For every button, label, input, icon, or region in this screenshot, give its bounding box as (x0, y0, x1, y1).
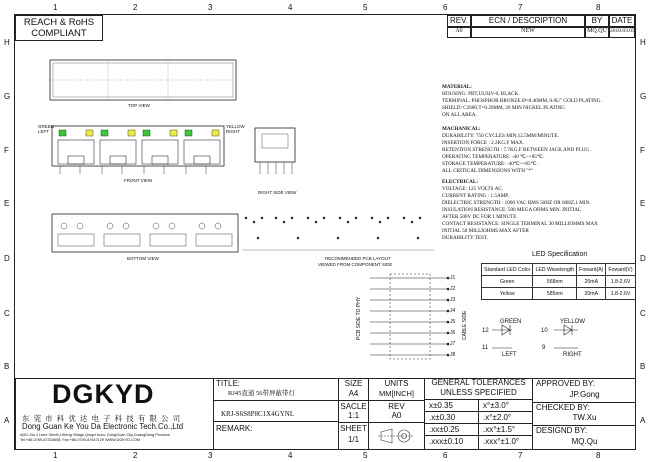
material-title: MATERIAL: (442, 84, 472, 90)
row-letter: E (640, 199, 646, 208)
tolerance-title-2: UNLESS SPECIFIED (440, 388, 517, 397)
col-number: 7 (518, 3, 523, 12)
led-spec-title: LED Specification (532, 251, 588, 258)
row-letter: C (4, 309, 10, 318)
company-name-cn: 东 莞 市 科 优 达 电 子 科 技 有 限 公 司 (22, 414, 182, 423)
size-label: SIZE (344, 379, 363, 388)
col-number: 5 (363, 451, 368, 460)
electrical-line: DURABILITY TEST. (442, 235, 489, 241)
led-cell: 20mA (577, 288, 606, 300)
row-letter: G (4, 92, 11, 101)
electrical-line: CURRENT RATING : 1.5AMP. (442, 193, 509, 199)
pin-label: J4 (450, 308, 456, 314)
pin-label: J1 (450, 275, 456, 281)
top-view-drawing (48, 56, 240, 108)
approved-value: JP.Gong (569, 390, 600, 399)
material-line: TERMINAL: PHOSPHOR BRONZE Ø=0.46MM, 0.6U" GOLD PLATING. (442, 98, 602, 104)
layout-caption-1: RECOMMENDED PCB LAYOUT (325, 256, 391, 261)
yellow-led-label: YELLOW (560, 319, 586, 325)
units-label: UNITS (384, 379, 409, 388)
col-number: 2 (133, 451, 138, 460)
bottom-view-label: BOTTOM VIEW (127, 256, 159, 261)
company-logo: DGKYD (52, 379, 155, 409)
row-letter: A (4, 416, 10, 425)
right-side-view-label: RIGHT SIDE VIEW (258, 190, 297, 195)
pin-9: 9 (542, 345, 546, 351)
pin-label: J3 (450, 297, 456, 303)
scale-value: 1:1 (347, 411, 360, 420)
electrical-title: ELECTRICAL: (442, 179, 479, 185)
mechanical-line: DURABILITY: 750 CYCLES MIN,12.5MM/MINUTE. (442, 133, 559, 139)
company-name-en: Dong Guan Ke You Da Electronic Tech.Co.,Ltd (22, 422, 184, 431)
pcb-layout-drawing (238, 208, 442, 258)
date-value: 2018.03.05 (609, 27, 635, 38)
pin-label: J6 (450, 330, 456, 336)
led-cell: 20mA (577, 276, 606, 288)
pcb-side-label: PCB SIDE TO PHY (356, 296, 362, 340)
led-cell: 568nm (533, 276, 577, 288)
col-number: 5 (363, 3, 368, 12)
right-side-view-drawing (252, 124, 298, 186)
date-header: DATE (609, 15, 635, 27)
cable-side-label: CABLE SIDE (462, 310, 468, 340)
compliance-line-1: REACH & RoHS (23, 17, 95, 28)
rev-value: A0 (447, 27, 471, 38)
col-number: 3 (208, 451, 213, 460)
col-number: 1 (53, 3, 58, 12)
col-number: 8 (596, 451, 601, 460)
electrical-line: AFTER 500V DC FOR 1 MINUTE. (442, 214, 518, 220)
col-number: 6 (443, 3, 448, 12)
mechanical-line: OPERATING TEMPERATURE: -40 ℃~+85℃. (442, 154, 545, 160)
units-value: MM[INCH] (379, 389, 414, 398)
checked-value: TW.Xu (572, 413, 597, 422)
sheet-value: 1/1 (347, 435, 360, 444)
row-letter: G (640, 92, 647, 101)
col-number: 2 (133, 3, 138, 12)
front-view-label: FRONT VIEW (124, 178, 153, 183)
front-view-drawing (50, 122, 226, 178)
electrical-line: INSULATION RESISTANCE: 500 MEGA OHMS MIN. INITIAL (442, 207, 582, 213)
scale-label: SACLE (340, 402, 367, 411)
checked-label: CHECKED BY: (536, 403, 590, 412)
yellow-right-label-2: RIGHT (226, 129, 240, 134)
pin-11: 11 (482, 345, 489, 351)
pin-label: J7 (450, 341, 456, 347)
row-letter: A (640, 416, 646, 425)
company-phone: Tel:+86-0769-87334608; Fax:+86-0769-87647129 WWW.DGKYD.COM (20, 438, 141, 442)
col-number: 7 (518, 451, 523, 460)
electrical-line: VOLTAGE: 125 VOLTS AC. (442, 186, 504, 192)
col-number: 4 (288, 3, 293, 12)
top-view-label: TOP VIEW (128, 103, 150, 108)
approved-label: APPROVED BY: (536, 379, 596, 388)
compliance-box (15, 15, 103, 41)
tolerance-linear: x±0.35 (429, 401, 453, 410)
rev-header: REV. (447, 15, 471, 27)
compliance-line-2: COMPLIANT (31, 28, 87, 39)
led-cell: Green (482, 276, 533, 288)
col-number: 3 (208, 3, 213, 12)
ecn-value: NEW (471, 27, 585, 38)
pin-label: J2 (450, 286, 456, 292)
left-label: LEFT (502, 352, 517, 358)
by-header: BY (585, 15, 609, 27)
row-letter: E (4, 199, 10, 208)
tolerance-linear: .x±0.30 (429, 413, 456, 422)
col-number: 1 (53, 451, 58, 460)
rev-value: A0 (391, 411, 402, 420)
led-cell: Yellow (482, 288, 533, 300)
pin-10: 10 (541, 328, 548, 334)
led-spec-table (481, 263, 636, 300)
part-number: KRJ-S6S8P8C1X4GYNL (221, 410, 295, 418)
material-line: HOUSING: PBT,UL94V-0, BLACK. (442, 91, 520, 97)
tolerance-angular: .xxx°±1.0° (483, 437, 520, 446)
remark-label: REMARK: (216, 424, 253, 433)
tolerance-linear: .xxx±0.10 (429, 437, 464, 446)
row-letter: C (640, 309, 646, 318)
row-letter: D (640, 254, 646, 263)
col-number: 4 (288, 451, 293, 460)
size-value: A4 (348, 389, 359, 398)
right-label: RIGHT (563, 352, 582, 358)
led-cell: 1.8-2.6V (606, 276, 635, 288)
electrical-line: CONTACT RESISTANCE: SINGLE TERMINAL 30 MILLIOHMS MAX (442, 221, 598, 227)
row-letter: B (4, 362, 10, 371)
company-address: ADD.:No.1 Lime Street,LiHeng Village,Qingxi town, DongGuan City,GuangDong Province (20, 433, 171, 437)
tolerance-angular: .x°±2.0° (483, 413, 512, 422)
ecn-header: ECN / DESCRIPTION (471, 15, 585, 27)
led-header: Foward(V) (606, 264, 635, 276)
pin-label: J8 (450, 352, 456, 358)
tolerance-angular: x°±3.0° (483, 401, 509, 410)
title-value: RJ45直通 56带屏蔽带灯 (228, 390, 295, 397)
spec-notes (442, 84, 638, 240)
led-cell: 1.8-2.6V (606, 288, 635, 300)
green-led-label: GREEN (500, 319, 522, 325)
designed-value: MQ.Qu (571, 437, 598, 446)
led-header: LED Wavelength (533, 264, 577, 276)
electrical-line: DIELECTRIC STRENGTH : 1000 VAC RMS 50HZ OR 60HZ,1 MIN. (442, 200, 591, 206)
mechanical-title: MACHANICAL: (442, 126, 481, 132)
led-cell: 585nm (533, 288, 577, 300)
tolerance-angular: .xx°±1.5° (483, 425, 516, 434)
electrical-line: INITIAL 50 MILLIOHMS MAX AFTER (442, 228, 529, 234)
yellow-right-label-1: YELLOW (226, 124, 245, 129)
mechanical-line: INSERTION FORCE : 2.2KG.F MAX. (442, 140, 524, 146)
revision-table (447, 15, 635, 38)
led-diode-drawing (478, 322, 618, 356)
row-letter: D (4, 254, 10, 263)
row-letter: B (640, 362, 646, 371)
row-letter: H (640, 38, 646, 47)
pin-12: 12 (482, 328, 489, 334)
green-left-label-2: LEFT (38, 129, 50, 134)
pin-label: J5 (450, 319, 456, 325)
projection-symbol-icon (378, 426, 416, 446)
material-line: SHIELD: C2680,T=0.20MM, 20 MIN NICKEL PLATING (442, 105, 565, 111)
green-left-label-1: GREEN (38, 124, 55, 129)
led-header: Standard LED Color (482, 264, 533, 276)
tolerance-title-1: GENERAL TOLERANCES (431, 378, 526, 387)
mechanical-line: RETENTION STRENGTH : 7.7KG.F BETWEEN JACK AND PLUG . (442, 147, 592, 153)
layout-caption-2: VIEWED FROM COMPONENT SIDE (318, 262, 393, 267)
tolerance-linear: .xx±0.25 (429, 425, 460, 434)
title-label: TITLE: (216, 379, 241, 388)
row-letter: H (4, 38, 10, 47)
mechanical-line: STORAGE TEMPERATURE: -40℃~+85℃. (442, 161, 538, 167)
col-number: 6 (443, 451, 448, 460)
mechanical-line: ALL CRITICAL DIMENSIONS WITH "*" (442, 168, 534, 174)
by-value: MQ.QU (585, 27, 609, 38)
row-letter: F (4, 146, 9, 155)
row-letter: F (640, 146, 645, 155)
bottom-view-drawing (50, 212, 240, 256)
sheet-label: SHEET (340, 424, 367, 433)
material-line: ON ALL AREA. (442, 112, 477, 118)
led-header: Foward(A) (577, 264, 606, 276)
designed-label: DESIGND BY: (536, 426, 588, 435)
rev-label: REV (388, 402, 405, 411)
col-number: 8 (596, 3, 601, 12)
